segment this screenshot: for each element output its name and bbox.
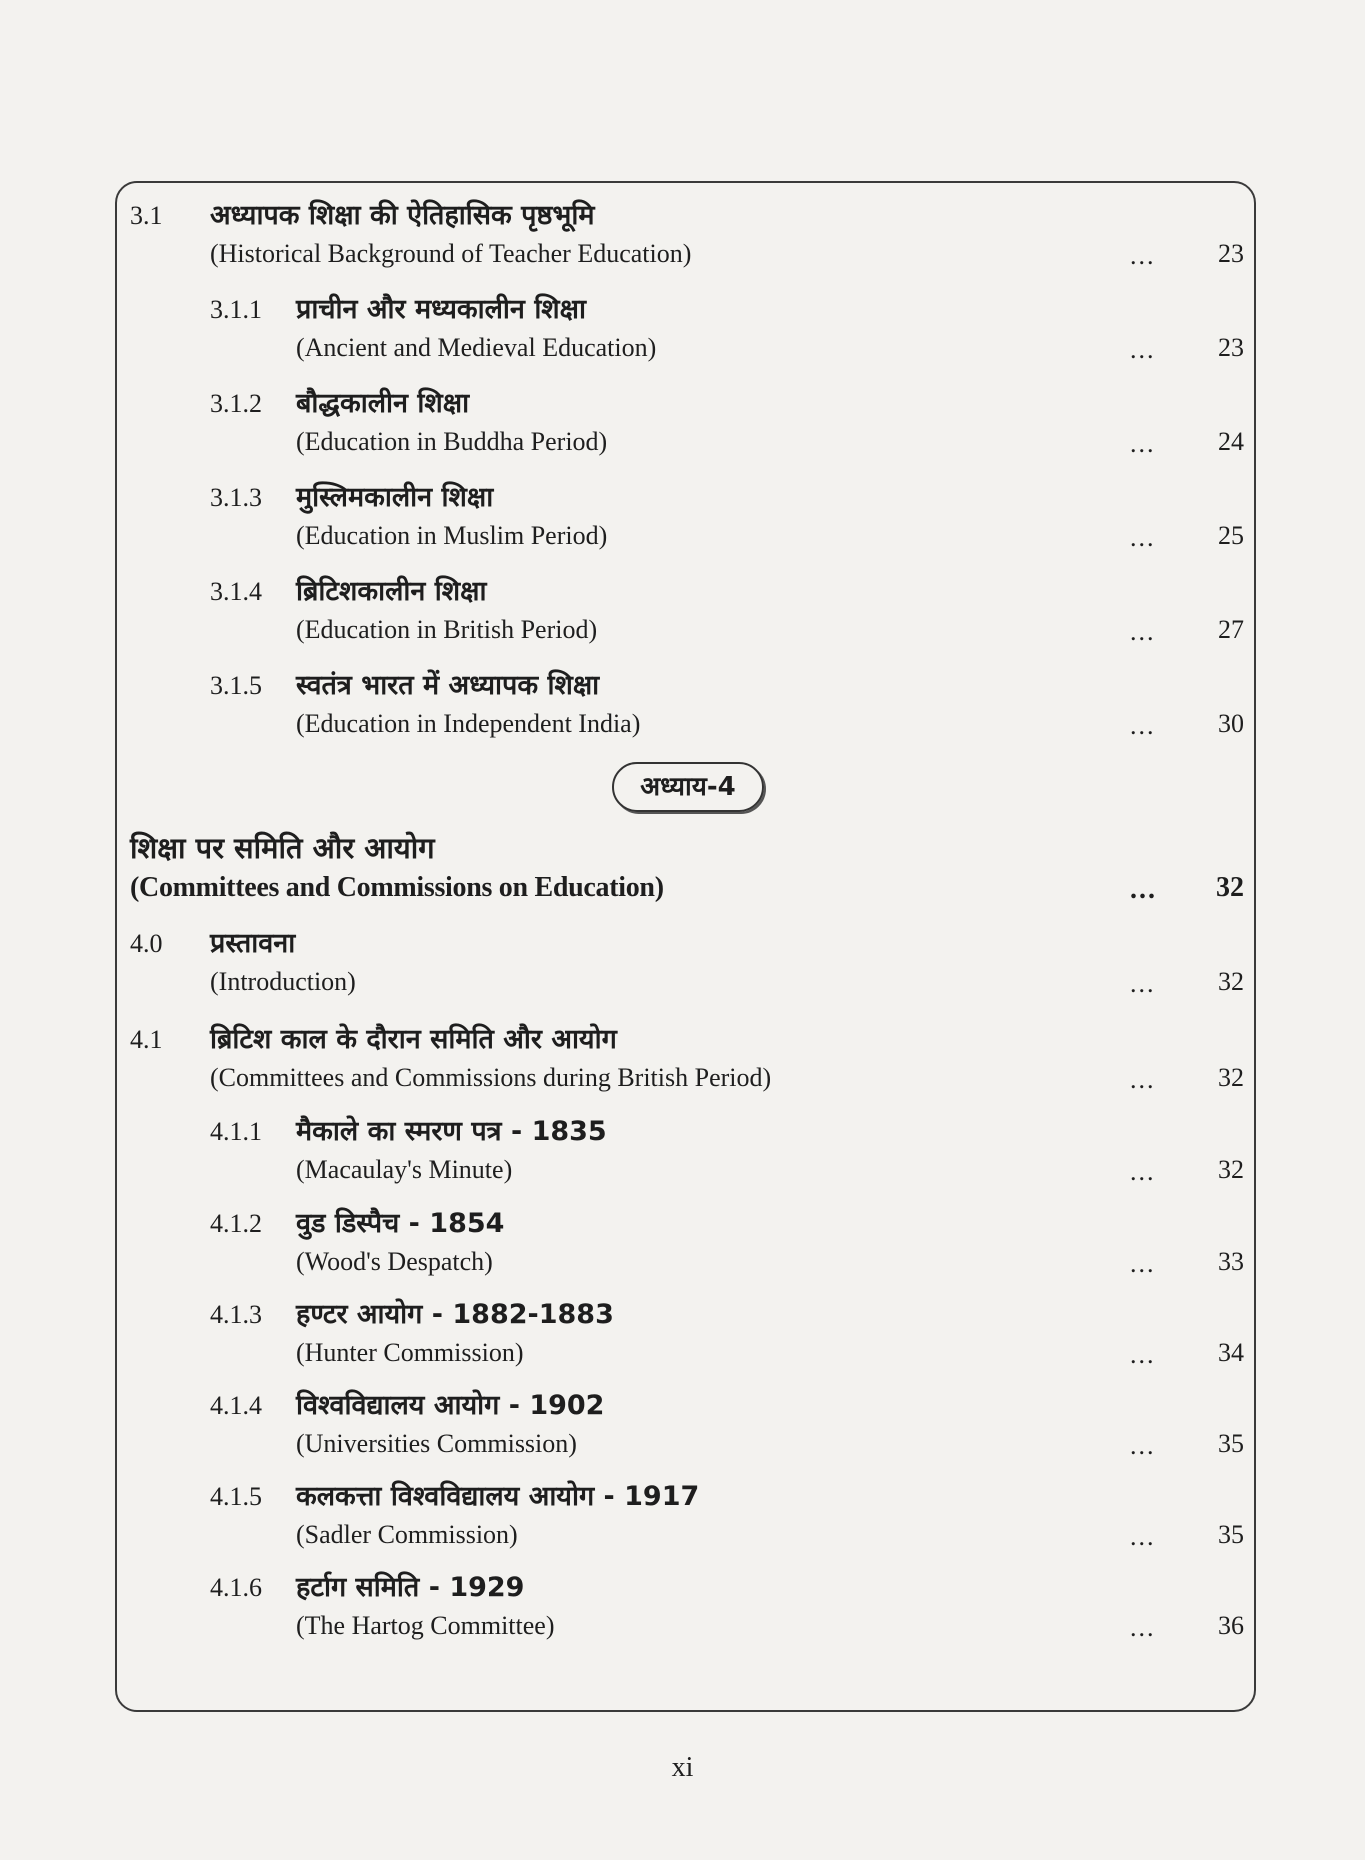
- section-number: 4.1.3: [210, 1300, 262, 1329]
- page-number: 32: [1216, 872, 1244, 903]
- leader-dots: ...: [1130, 1340, 1156, 1369]
- page-number: 33: [1218, 1247, 1244, 1276]
- hindi-title: प्राचीन और मध्यकालीन शिक्षा: [296, 294, 587, 325]
- leader-dots: ...: [1130, 617, 1156, 646]
- english-title: (Education in Muslim Period): [296, 521, 608, 550]
- chapter-english-title: (Committees and Commissions on Education): [130, 872, 664, 903]
- hindi-title: मैकाले का स्मरण पत्र - 1835: [296, 1116, 607, 1147]
- page-number: 35: [1218, 1429, 1244, 1458]
- page-number: 32: [1218, 1063, 1244, 1092]
- leader-dots: ...: [1130, 1613, 1156, 1642]
- hindi-title: अध्यापक शिक्षा की ऐतिहासिक पृष्ठभूमि: [210, 200, 595, 231]
- section-number: 4.1.1: [210, 1117, 262, 1146]
- leader-dots: ...: [1130, 241, 1156, 270]
- english-title: (Committees and Commissions during British Period): [210, 1063, 772, 1092]
- section-number: 4.1.5: [210, 1482, 262, 1511]
- leader-dots: ...: [1130, 874, 1157, 905]
- page-number: 36: [1218, 1611, 1244, 1640]
- section-number: 3.1.1: [210, 295, 262, 324]
- leader-dots: ...: [1130, 1522, 1156, 1551]
- english-title: (Hunter Commission): [296, 1338, 524, 1367]
- hindi-title: वुड डिस्पैच - 1854: [296, 1208, 505, 1239]
- leader-dots: ...: [1130, 1157, 1156, 1186]
- english-title: (Ancient and Medieval Education): [296, 333, 657, 362]
- page-number: 27: [1218, 615, 1244, 644]
- page-number: 34: [1218, 1338, 1244, 1367]
- hindi-title: ब्रिटिश काल के दौरान समिति और आयोग: [210, 1024, 617, 1055]
- footer-page-number: xi: [671, 1752, 694, 1783]
- leader-dots: ...: [1130, 1065, 1156, 1094]
- chapter-hindi-title: शिक्षा पर समिति और आयोग: [130, 831, 435, 865]
- english-title: (The Hartog Committee): [296, 1611, 555, 1640]
- section-number: 4.1.4: [210, 1391, 262, 1420]
- section-number: 4.0: [130, 929, 163, 958]
- section-number: 4.1.6: [210, 1573, 262, 1602]
- english-title: (Universities Commission): [296, 1429, 577, 1458]
- section-number: 3.1.2: [210, 389, 262, 418]
- english-title: (Introduction): [210, 967, 356, 996]
- page-number: 24: [1218, 427, 1244, 456]
- page-number: 32: [1218, 967, 1244, 996]
- section-number: 4.1.2: [210, 1209, 262, 1238]
- hindi-title: स्वतंत्र भारत में अध्यापक शिक्षा: [296, 670, 600, 701]
- hindi-title: प्रस्तावना: [210, 928, 296, 959]
- page-number: 32: [1218, 1155, 1244, 1184]
- page-number: 23: [1218, 239, 1244, 268]
- hindi-title: ब्रिटिशकालीन शिक्षा: [296, 576, 487, 607]
- hindi-title: मुस्लिमकालीन शिक्षा: [296, 482, 494, 513]
- english-title: (Education in Buddha Period): [296, 427, 608, 456]
- page-number: 35: [1218, 1520, 1244, 1549]
- section-number: 4.1: [130, 1025, 163, 1054]
- section-number: 3.1.5: [210, 671, 262, 700]
- page-number: 25: [1218, 521, 1244, 550]
- english-title: (Education in Independent India): [296, 709, 641, 738]
- chapter-badge: अध्याय-4: [612, 762, 764, 812]
- section-number: 3.1.4: [210, 577, 262, 606]
- leader-dots: ...: [1130, 523, 1156, 552]
- leader-dots: ...: [1130, 429, 1156, 458]
- hindi-title: विश्वविद्यालय आयोग - 1902: [296, 1390, 605, 1421]
- hindi-title: कलकत्ता विश्वविद्यालय आयोग - 1917: [296, 1481, 700, 1512]
- leader-dots: ...: [1130, 1431, 1156, 1460]
- leader-dots: ...: [1130, 1249, 1156, 1278]
- english-title: (Historical Background of Teacher Education): [210, 239, 692, 268]
- section-number: 3.1.3: [210, 483, 262, 512]
- page-number: 30: [1218, 709, 1244, 738]
- english-title: (Sadler Commission): [296, 1520, 518, 1549]
- leader-dots: ...: [1130, 969, 1156, 998]
- hindi-title: बौद्धकालीन शिक्षा: [296, 388, 470, 419]
- hindi-title: हर्टाग समिति - 1929: [296, 1572, 525, 1603]
- page-number: 23: [1218, 333, 1244, 362]
- section-number: 3.1: [130, 201, 163, 230]
- hindi-title: हण्टर आयोग - 1882-1883: [296, 1299, 614, 1330]
- leader-dots: ...: [1130, 335, 1156, 364]
- english-title: (Education in British Period): [296, 615, 598, 644]
- leader-dots: ...: [1130, 711, 1156, 740]
- english-title: (Macaulay's Minute): [296, 1155, 513, 1184]
- english-title: (Wood's Despatch): [296, 1247, 493, 1276]
